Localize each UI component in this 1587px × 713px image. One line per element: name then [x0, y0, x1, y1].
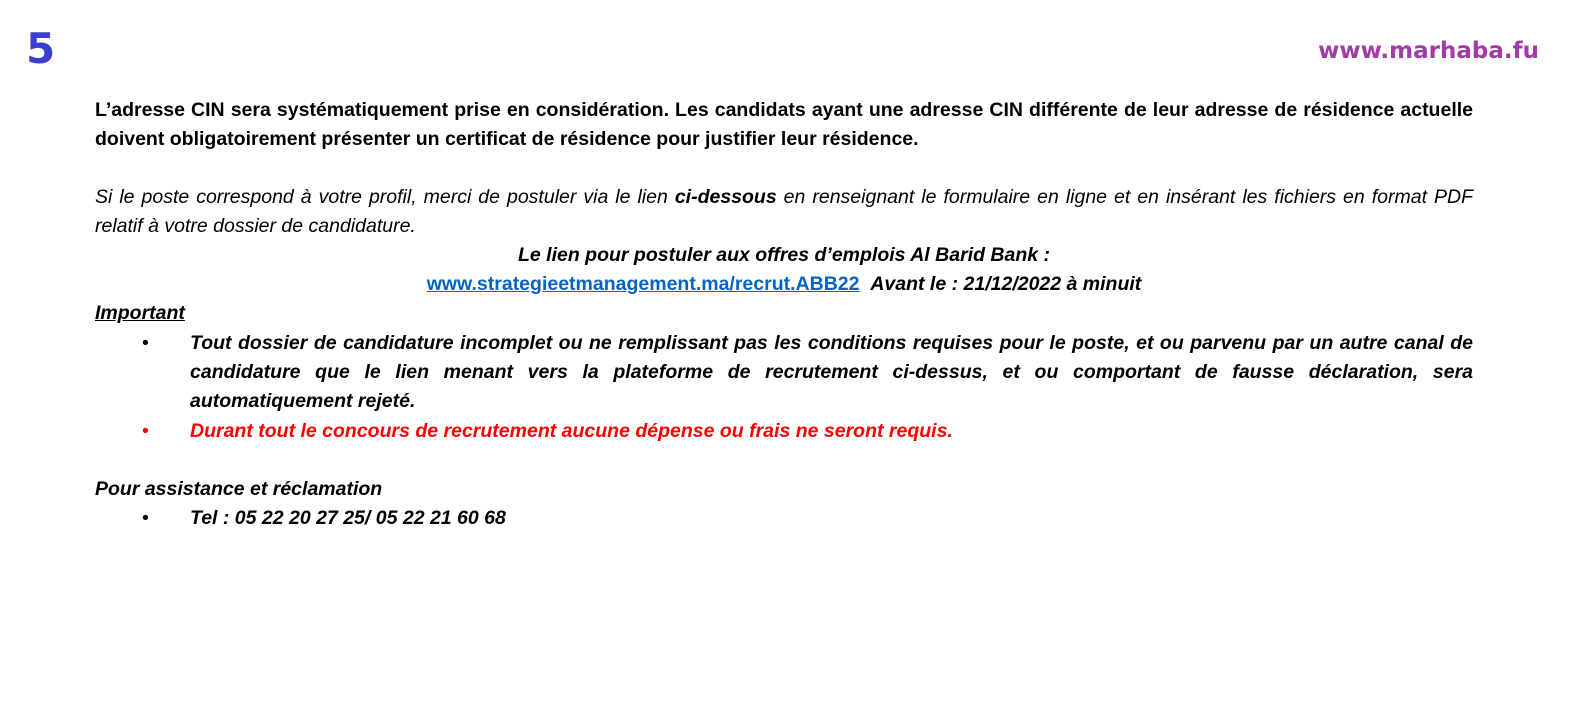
- page-number: 5: [26, 24, 56, 73]
- important-item-text: Durant tout le concours de recrutement aucune dépense ou frais ne seront requis.: [190, 420, 953, 442]
- spacer: [95, 446, 1473, 475]
- link-heading: Le lien pour postuler aux offres d’emplois Al Barid Bank :: [517, 244, 1050, 266]
- apply-intro-after: en renseignant le formulaire en ligne et en insérant les fichiers en format PDF relatif à votre dossier de candidature.: [95, 186, 1473, 237]
- assistance-list: [95, 504, 1473, 533]
- apply-intro: [95, 183, 1473, 241]
- assistance-title: Pour assistance et réclamation: [95, 478, 383, 500]
- cin-notice: L’adresse CIN sera systématiquement prise en considération. Les candidats ayant une adresse CIN différente de leur adresse de résidence actuelle doivent obligatoirement présenter un certificat de résidence pour justifier leur résidence.: [95, 99, 1473, 150]
- list-item: [95, 504, 1473, 533]
- important-title: Important: [95, 302, 185, 324]
- document-body: [95, 96, 1473, 533]
- important-item-text: Tout dossier de candidature incomplet ou ne remplissant pas les conditions requises pour le poste, et ou parvenu par un autre canal de candidature que le lien menant vers la plateforme de recrutement ci-dessus, et ou comportant de fausse déclaration, sera automatiquement rejeté.: [190, 332, 1473, 412]
- apply-link-line: [95, 270, 1473, 299]
- list-item: [95, 417, 1473, 446]
- apply-link[interactable]: www.strategieetmanagement.ma/recrut.ABB22: [426, 273, 860, 295]
- deadline: Avant le : 21/12/2022 à minuit: [870, 273, 1142, 295]
- important-list: [95, 329, 1473, 446]
- bullet-icon: •: [142, 332, 149, 354]
- spacer: [95, 154, 1473, 183]
- bullet-icon: •: [142, 507, 149, 529]
- bullet-icon: •: [142, 420, 149, 442]
- assistance-item-text: Tel : 05 22 20 27 25/ 05 22 21 60 68: [190, 507, 506, 529]
- apply-intro-bold: ci-dessous: [674, 186, 777, 208]
- apply-intro-before: Si le poste correspond à votre profil, merci de postuler via le lien: [95, 186, 675, 208]
- list-item: [95, 329, 1473, 416]
- site-url: www.marhaba.fu: [1318, 38, 1539, 64]
